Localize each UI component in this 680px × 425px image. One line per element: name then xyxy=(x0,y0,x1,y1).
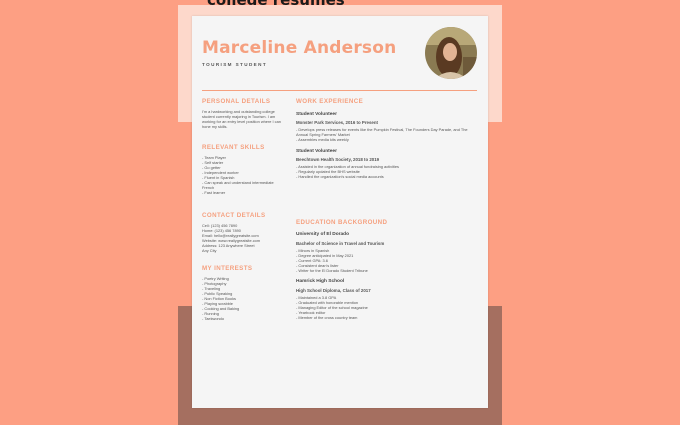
right-column xyxy=(296,98,476,320)
interest-item: - Playing scrabble xyxy=(202,301,282,306)
resume-document xyxy=(192,16,488,408)
interest-item: - Taekwondo xyxy=(202,316,282,321)
interest-item: - Photography xyxy=(202,281,282,286)
contact-home: Home: (123) 456 7890 xyxy=(202,228,241,233)
interest-item: - Non Fiction Books xyxy=(202,296,282,301)
skill-item: - Fast learner xyxy=(202,190,282,195)
school-degree: High School Diploma, Class of 2017 xyxy=(296,288,371,293)
job-bullet: - Regularly updated the BHS website xyxy=(296,169,476,174)
personal-details-section xyxy=(202,98,282,129)
resume-name: Marceline Anderson xyxy=(202,38,397,58)
school-bullet: - Yearbook editor xyxy=(296,310,476,315)
school-bullet: - Member of the cross country team xyxy=(296,315,476,320)
school-bullet: - Consistent dean's lister xyxy=(296,263,476,268)
contact-details-title: CONTACT DETAILS xyxy=(202,212,266,219)
school-bullet: - Minors in Spanish xyxy=(296,248,476,253)
education-section xyxy=(296,219,476,320)
school-bullet: - Current GPA: 3.6 xyxy=(296,258,476,263)
job-title: Student Volunteer xyxy=(296,112,337,117)
skill-item: - Self starter xyxy=(202,160,282,165)
job-company: Beechtown Health Society, 2018 to 2019 xyxy=(296,157,380,162)
skill-item: - Team Player xyxy=(202,155,282,160)
contact-address: Address: 123 Anywhere Street xyxy=(202,243,255,248)
contact-email: Email: hello@reallygreatsite.com xyxy=(202,233,259,238)
education-title: EDUCATION BACKGROUND xyxy=(296,219,388,226)
personal-details-text: I'm a hardworking and outstanding college student currently majoring in Tourism. I am working for an entry level position where I can hone my skills. xyxy=(202,109,281,129)
header-divider xyxy=(202,90,477,91)
interest-item: - Public Speaking xyxy=(202,291,282,296)
school-bullet: - Maintained a 3.8 GPA xyxy=(296,295,476,300)
job-bullet: - Assisted in the organization of annual fundraising activities xyxy=(296,164,476,169)
profile-photo xyxy=(425,27,477,79)
work-experience-section xyxy=(296,98,476,179)
school-bullet: - Graduated with honorable mention xyxy=(296,300,476,305)
work-experience-title: WORK EXPERIENCE xyxy=(296,98,364,105)
contact-website: Website: www.reallygreatsite.com xyxy=(202,238,261,243)
resume-subtitle: TOURISM STUDENT xyxy=(202,62,268,67)
job-title: Student Volunteer xyxy=(296,149,337,154)
job-company: Monster Park Services, 2016 to Present xyxy=(296,120,379,125)
school-name: University of El Dorado xyxy=(296,232,350,237)
interest-item: - Poetry Writing xyxy=(202,276,282,281)
contact-cell: Cell: (123) 456 7890 xyxy=(202,223,238,228)
interests-title: MY INTERESTS xyxy=(202,265,253,272)
school-bullet: - Degree anticipated in May 2021 xyxy=(296,253,476,258)
contact-details-section xyxy=(202,212,282,253)
skill-item: - Go getter xyxy=(202,165,282,170)
job-bullet: - Assembles media kits weekly xyxy=(296,137,476,142)
school-bullet: - Managing Editor of the school magazine xyxy=(296,305,476,310)
job-bullet: - Handled the organization's social media accounts xyxy=(296,174,476,179)
relevant-skills-title: RELEVANT SKILLS xyxy=(202,144,265,151)
job-entry xyxy=(296,149,476,179)
interests-section xyxy=(202,265,282,321)
school-bullet: - Writer for the El Dorado Student Tribune xyxy=(296,268,476,273)
contact-city: Any City xyxy=(202,248,217,253)
school-degree: Bachelor of Science in Travel and Tourism xyxy=(296,241,385,246)
school-name: Hamrick High School xyxy=(296,279,345,284)
interest-item: - Traveling xyxy=(202,286,282,291)
skill-item: - Independent worker xyxy=(202,170,282,175)
school-entry xyxy=(296,232,476,273)
personal-details-title: PERSONAL DETAILS xyxy=(202,98,271,105)
interest-item: - Running xyxy=(202,311,282,316)
skill-item: - Can speak and understand intermediate French xyxy=(202,180,282,190)
left-column xyxy=(202,98,282,321)
job-entry xyxy=(296,112,476,142)
job-bullet: - Develops press releases for events like the Pumpkin Festival, The Founders Day Parade, and The Annual Spring Farmers' Market xyxy=(296,127,476,137)
skill-item: - Fluent in Spanish xyxy=(202,175,282,180)
interest-item: - Cooking and Baking xyxy=(202,306,282,311)
relevant-skills-section xyxy=(202,144,282,195)
school-entry xyxy=(296,279,476,320)
